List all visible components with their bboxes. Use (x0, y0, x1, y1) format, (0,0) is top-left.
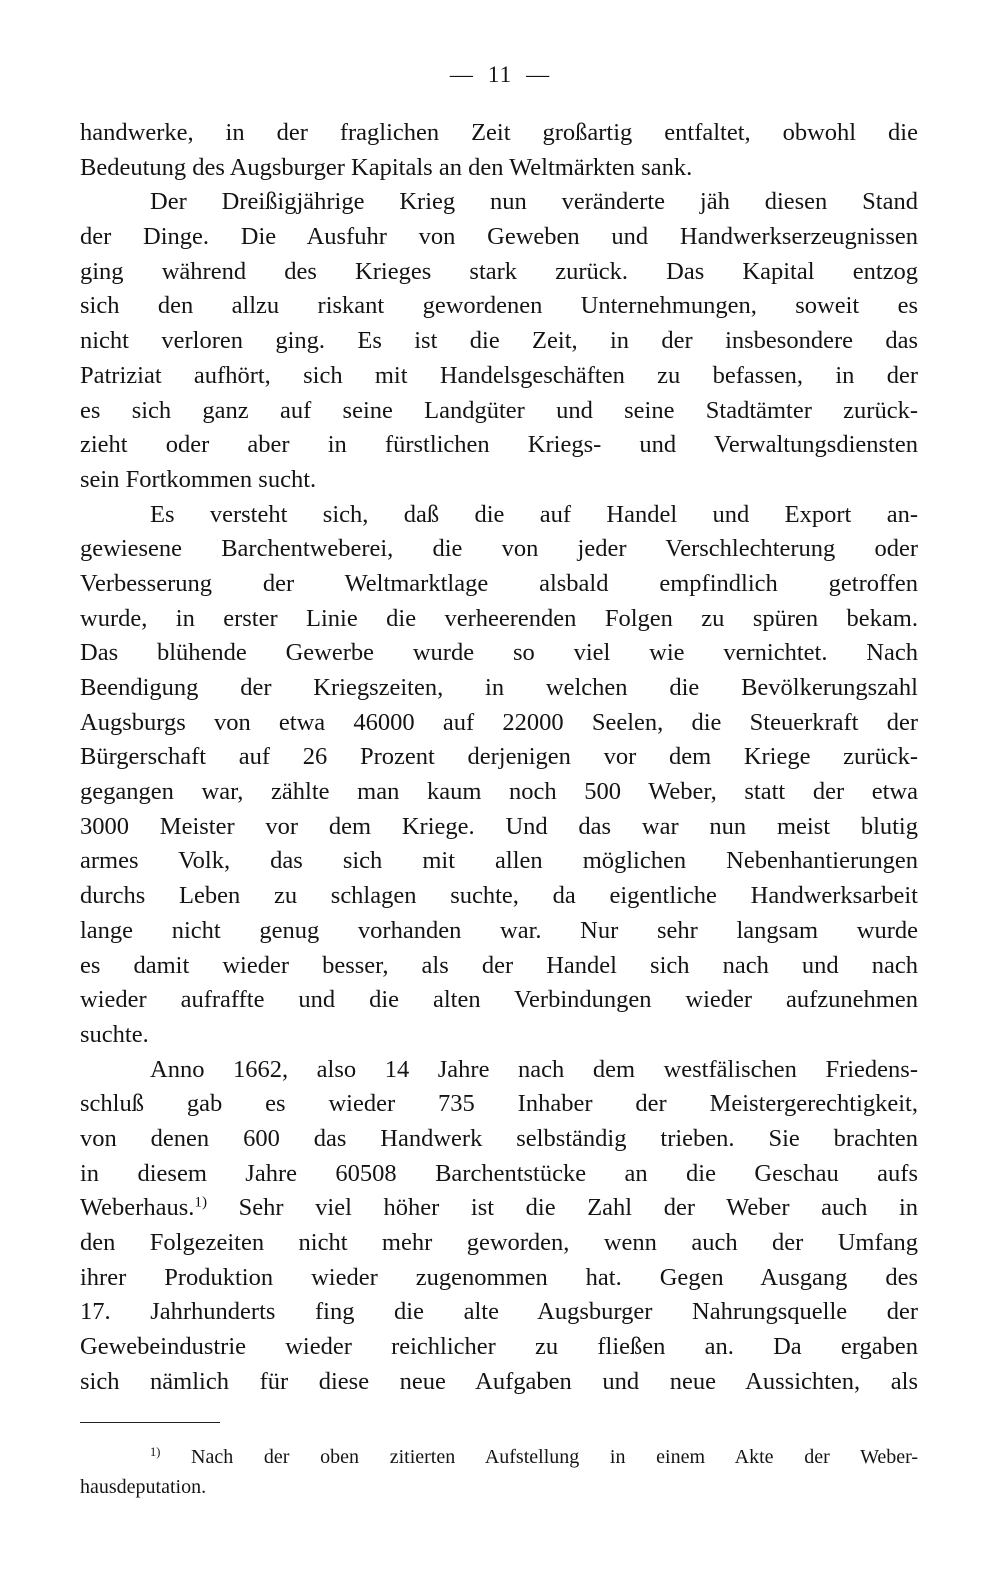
text-line: gegangen war, zählte man kaum noch 500 Weber, statt der etwa (80, 778, 918, 806)
footnote-divider (80, 1422, 220, 1423)
text-line: ihrer Produktion wieder zugenommen hat. Gegen Ausgang des (80, 1263, 918, 1291)
text-line: Anno 1662, also 14 Jahre nach dem westfälischen Friedens- (150, 1055, 918, 1083)
text-line: Gewebeindustrie wieder reichlicher zu fließen an. Da ergaben (80, 1333, 918, 1361)
text-line: lange nicht genug vorhanden war. Nur sehr langsam wurde (80, 916, 918, 944)
text-line: Der Dreißigjährige Krieg nun veränderte jäh diesen Stand (150, 188, 918, 216)
text-line: suchte. (80, 1020, 149, 1048)
text-line: sich nämlich für diese neue Aufgaben und neue Aussichten, als (80, 1367, 918, 1395)
footnote-line (80, 1442, 918, 1472)
body-text (80, 116, 918, 1399)
text-line: 3000 Meister vor dem Kriege. Und das war nun meist blutig (80, 812, 918, 840)
text-line: handwerke, in der fraglichen Zeit großartig entfaltet, obwohl die (80, 119, 918, 146)
text-line: gewiesene Barchentweberei, die von jeder Verschlechterung oder (80, 535, 918, 563)
text-line: schluß gab es wieder 735 Inhaber der Meistergerechtigkeit, (80, 1090, 918, 1118)
line-end: Sehr viel höher ist die Zahl der Weber auch in (238, 1194, 918, 1222)
text-line-with-footnote-ref (80, 1191, 918, 1226)
text-line: Patriziat aufhört, sich mit Handelsgeschäften zu befassen, in der (80, 361, 918, 389)
text-line: den Folgezeiten nicht mehr geworden, wenn auch der Umfang (80, 1229, 918, 1256)
text-line: sein Fortkommen sucht. (80, 465, 317, 493)
text-line: Verbesserung der Weltmarktlage alsbald empfindlich getroffen (80, 569, 918, 597)
text-line: zieht oder aber in fürstlichen Kriegs- und Verwaltungsdiensten (80, 431, 918, 459)
footnote-text: Nach der oben zitierten Aufstellung in einem Akte der Weber- (191, 1446, 918, 1468)
text-line: der Dinge. Die Ausfuhr von Geweben und Handwerkserzeugnissen (80, 223, 918, 251)
page-number-dash-left: — (449, 62, 474, 87)
text-line: Bedeutung des Augsburger Kapitals an den Weltmärkten sank. (80, 153, 693, 181)
footnote-line: hausdeputation. (80, 1476, 207, 1498)
text-line: von denen 600 das Handwerk selbständig trieben. Sie brachten (80, 1124, 918, 1152)
text-line: wurde, in erster Linie die verheerenden Folgen zu spüren bekam. (80, 604, 918, 632)
text-line: sich den allzu riskant gewordenen Unternehmungen, soweit es (80, 292, 918, 320)
footnote-marker: 1) (150, 1445, 161, 1460)
footnote-reference[interactable]: 1) (194, 1193, 208, 1211)
text-line: nicht verloren ging. Es ist die Zeit, in der insbesondere das (80, 327, 918, 355)
text-line: ging während des Krieges stark zurück. Das Kapital entzog (80, 257, 918, 285)
text-line: Es versteht sich, daß die auf Handel und Export an- (150, 500, 918, 528)
text-line: durchs Leben zu schlagen suchte, da eigentliche Handwerksarbeit (80, 882, 918, 910)
text-line: es sich ganz auf seine Landgüter und seine Stadtämter zurück- (80, 396, 918, 424)
page-number-dash-right: — (526, 62, 551, 87)
footnote (80, 1442, 918, 1502)
page-number (0, 62, 1000, 88)
text-line: in diesem Jahre 60508 Barchentstücke an die Geschau aufs (80, 1159, 918, 1187)
text-line: es damit wieder besser, als der Handel sich nach und nach (80, 951, 918, 979)
page-number-value: 11 (487, 62, 513, 87)
text-line: Bürgerschaft auf 26 Prozent derjenigen vor dem Kriege zurück- (80, 743, 918, 771)
text-line: armes Volk, das sich mit allen möglichen Nebenhantierungen (80, 847, 918, 875)
text-line: wieder aufraffte und die alten Verbindungen wieder aufzunehmen (80, 986, 918, 1014)
text-line: Beendigung der Kriegszeiten, in welchen die Bevölkerungszahl (80, 674, 918, 701)
line-start: Weberhaus. (80, 1194, 195, 1222)
text-line: Das blühende Gewerbe wurde so viel wie vernichtet. Nach (80, 639, 918, 667)
text-line: 17. Jahrhunderts fing die alte Augsburger Nahrungsquelle der (80, 1298, 918, 1326)
text-line: Augsburgs von etwa 46000 auf 22000 Seelen, die Steuerkraft der (80, 708, 918, 736)
